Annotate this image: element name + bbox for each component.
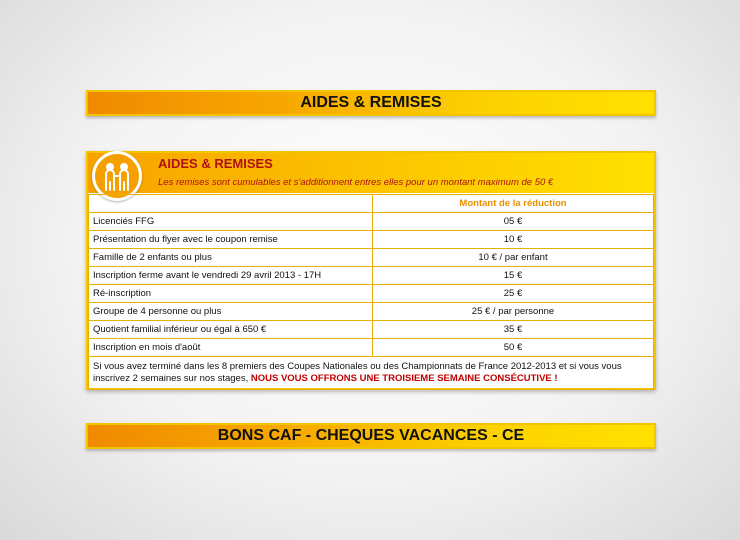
table-row — [89, 285, 654, 303]
row-label: Famille de 2 enfants ou plus — [89, 249, 373, 267]
row-value: 25 € — [373, 285, 654, 303]
table-row — [89, 249, 654, 267]
row-label: Licenciés FFG — [89, 213, 373, 231]
table-note-row — [89, 357, 654, 390]
row-label: Quotient familial inférieur ou égal à 650 € — [89, 321, 373, 339]
note-highlight: NOUS VOUS OFFRONS UNE TROISIEME SEMAINE CONSÉCUTIVE ! — [250, 373, 558, 384]
row-label: Inscription ferme avant le vendredi 29 avril 2013 - 17H — [89, 267, 373, 285]
row-value: 35 € — [373, 321, 654, 339]
table-row — [89, 267, 654, 285]
row-label: Inscription en mois d'août — [89, 339, 373, 357]
table-header-empty — [89, 195, 373, 213]
row-value: 15 € — [373, 267, 654, 285]
table-header-amount: Montant de la réduction — [373, 195, 654, 213]
card-title: AIDES & REMISES — [158, 156, 273, 171]
note-text: Si vous avez terminé dans les 8 premiers des Coupes Nationales ou des Championnats de France 2012-2013 et si vous vous inscrivez 2 semaines sur nos stages, — [93, 361, 622, 384]
row-value: 10 € — [373, 231, 654, 249]
section-banner-title: BONS CAF - CHEQUES VACANCES - CE — [217, 427, 525, 444]
row-value: 25 € / par personne — [373, 303, 654, 321]
table-note — [89, 357, 654, 390]
table-row — [89, 213, 654, 231]
table-header-row — [89, 195, 654, 213]
discount-card — [86, 151, 656, 390]
row-label: Groupe de 4 personne ou plus — [89, 303, 373, 321]
row-label: Présentation du flyer avec le coupon remise — [89, 231, 373, 249]
table-row — [89, 339, 654, 357]
row-value: 10 € / par enfant — [373, 249, 654, 267]
section-banner-title: AIDES & REMISES — [300, 94, 442, 111]
card-subtitle: Les remises sont cumulables et s'additionnent entres elles pour un montant maximum de 50 € — [158, 177, 554, 188]
row-label: Ré-inscription — [89, 285, 373, 303]
section-banner-bons — [86, 423, 656, 449]
card-header — [88, 153, 654, 193]
table-row — [89, 303, 654, 321]
table-row — [89, 321, 654, 339]
table-row — [89, 231, 654, 249]
section-banner-aides — [86, 90, 656, 116]
row-value: 50 € — [373, 339, 654, 357]
row-value: 05 € — [373, 213, 654, 231]
discount-table — [88, 194, 654, 390]
